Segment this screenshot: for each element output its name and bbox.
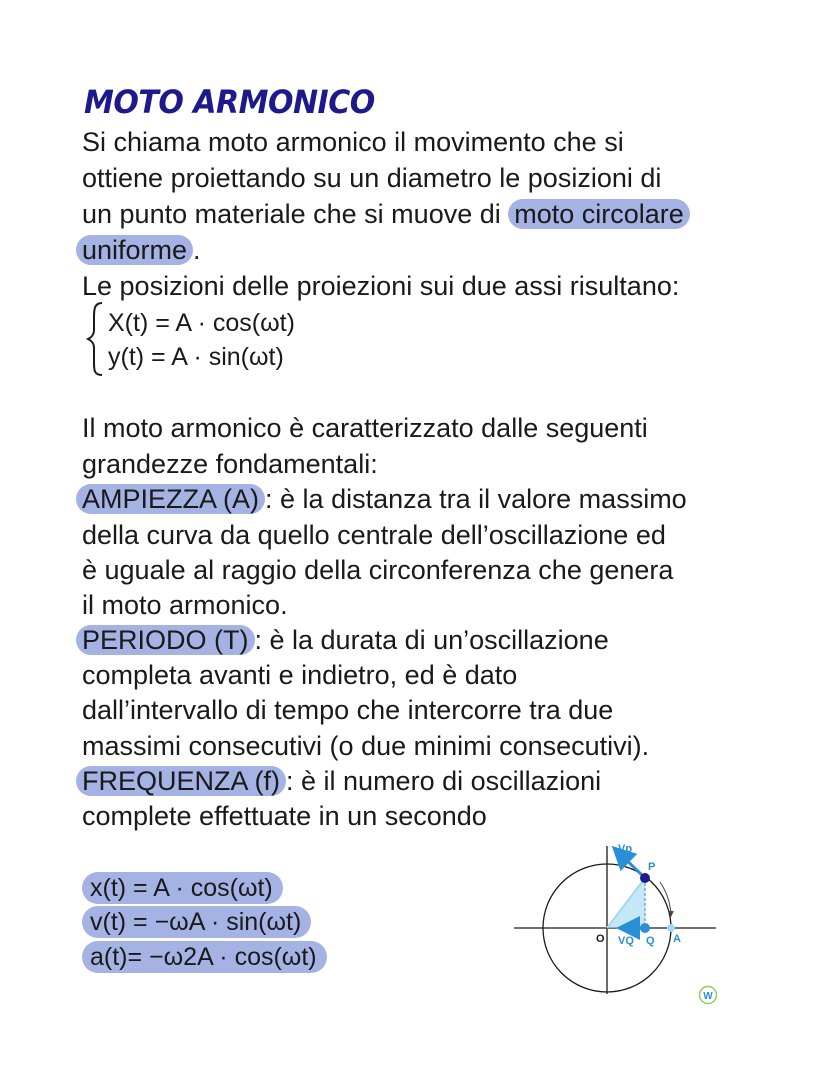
periodo-line-1 (82, 622, 609, 658)
intro-line-2: ottiene proiettando su un diametro le posizioni di (82, 163, 662, 193)
intro-period: . (193, 235, 201, 265)
motion-arc (660, 882, 671, 916)
watermark-logo-icon (698, 985, 718, 1005)
intro-line-4 (82, 232, 201, 268)
page-title: MOTO ARMONICO (84, 84, 375, 122)
periodo-definition: : è la durata di un’oscillazione (254, 625, 609, 655)
highlight-frequenza: FREQUENZA (f) (76, 766, 286, 796)
characterized-line-2: grandezze fondamentali: (82, 449, 378, 479)
equation-x: X(t) = A · cos(ωt) (108, 309, 295, 337)
watermark-text: W (703, 991, 713, 1002)
intro-line-3 (82, 196, 690, 232)
formula-velocity: v(t) = −ωA · sin(ωt) (82, 906, 311, 938)
frequenza-definition: : è il numero di oscillazioni (286, 766, 602, 796)
label-q: Q (646, 935, 655, 947)
highlight-ampiezza: AMPIEZZA (A) (76, 484, 265, 514)
periodo-line-4: massimi consecutivi (o due minimi consecutivi). (82, 731, 650, 761)
intro-line-3-text: un punto materiale che si muove di (82, 199, 509, 229)
ampiezza-line-3: è uguale al raggio della circonferenza che genera (82, 555, 674, 585)
label-vq: VQ (618, 935, 634, 947)
frequenza-line-1 (82, 763, 601, 799)
ampiezza-line-4: il moto armonico. (82, 590, 288, 620)
system-brace (86, 300, 106, 378)
formula-position: x(t) = A · cos(ωt) (82, 872, 283, 904)
label-o: O (596, 933, 605, 945)
equation-y: y(t) = A · sin(ωt) (108, 343, 284, 371)
projections-text: Le posizioni delle proiezioni sui due assi risultano: (82, 271, 680, 301)
harmonic-motion-diagram (510, 838, 720, 998)
highlight-periodo: PERIODO (T) (76, 625, 255, 655)
point-a (667, 924, 675, 932)
intro-line-1: Si chiama moto armonico il movimento che si (82, 127, 624, 157)
label-vp: Vp (618, 843, 633, 855)
point-q (640, 923, 650, 933)
frequenza-line-2: complete effettuate in un secondo (82, 801, 487, 831)
label-p: P (648, 861, 656, 873)
ampiezza-line-2: della curva da quello centrale dell’oscillazione ed (82, 520, 666, 550)
characterized-line-1: Il moto armonico è caratterizzato dalle seguenti (82, 413, 648, 443)
ampiezza-line-1 (82, 481, 687, 517)
periodo-line-2: completa avanti e indietro, ed è dato (82, 660, 518, 690)
point-p (640, 873, 650, 883)
highlight-moto-circolare: moto circolare (508, 199, 690, 229)
formula-acceleration: a(t)= −ω2A · cos(ωt) (82, 941, 327, 973)
periodo-line-3: dall’intervallo di tempo che intercorre tra due (82, 695, 614, 725)
highlight-uniforme: uniforme (76, 235, 193, 265)
ampiezza-definition: : è la distanza tra il valore massimo (265, 484, 687, 514)
label-a: A (673, 933, 681, 945)
